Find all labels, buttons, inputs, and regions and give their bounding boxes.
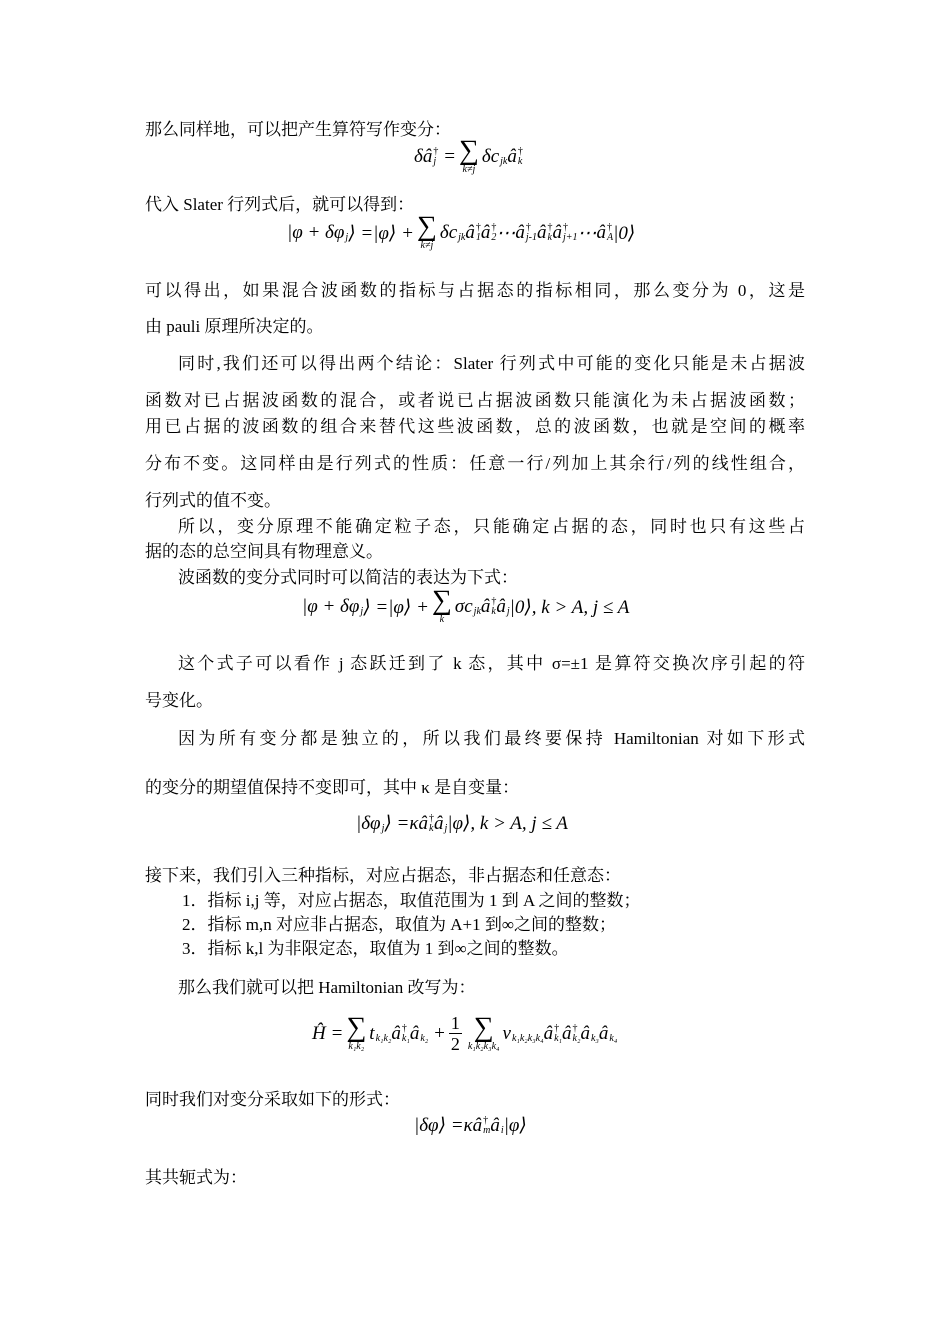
paragraph: 函数对已占据波函数的混合，或者说已占据波函数只能演化为未占据波函数； xyxy=(145,391,805,410)
term-base: â xyxy=(552,222,562,243)
equation-term xyxy=(596,222,613,244)
superscript: † xyxy=(554,1022,560,1034)
paragraph: 接下来，我们引入三种指标，对应占据态，非占据态和任意态： xyxy=(145,866,621,885)
scripts xyxy=(474,597,481,617)
equation-text: |φ + δφ xyxy=(302,596,360,617)
subscript: k₁ xyxy=(554,1032,563,1044)
superscript: † xyxy=(525,222,531,233)
equation-text: + xyxy=(428,1022,446,1044)
superscript: † xyxy=(572,1022,578,1034)
subscript: k₁k₂ xyxy=(375,1032,392,1044)
equation-term xyxy=(391,1023,409,1045)
equation-text: ⋯ xyxy=(577,222,597,244)
superscript xyxy=(512,1024,544,1034)
equation-slater-variation xyxy=(287,211,636,252)
scripts xyxy=(526,223,537,243)
equation-text: |φ⟩ xyxy=(503,1115,527,1136)
scripts xyxy=(554,1024,562,1044)
term-base: â xyxy=(596,222,606,243)
term-base: â xyxy=(598,1022,609,1044)
subscript: k xyxy=(491,606,496,617)
equation-term xyxy=(580,1023,598,1045)
term-base: â xyxy=(480,596,491,617)
sigma-glyph: ∑ xyxy=(473,1011,494,1043)
superscript: † xyxy=(491,596,497,607)
paragraph: 同时,我们还可以得出两个结论：Slater 行列式中可能的变化只能是未占据波 xyxy=(178,354,805,373)
equation-text: ⋯ xyxy=(496,222,516,244)
equation-text: |φ + δφ xyxy=(287,222,345,243)
paragraph: 同时我们对变分采取如下的形式： xyxy=(145,1090,400,1109)
superscript: † xyxy=(491,222,497,233)
paragraph: 波函数的变分式同时可以简洁的表达为下式： xyxy=(178,568,518,587)
subscript: k₁k₂k₃k₄ xyxy=(511,1032,544,1044)
subscript: 2 xyxy=(491,232,497,243)
equation-term xyxy=(455,596,481,618)
sigma-glyph: ∑ xyxy=(346,1011,367,1043)
numerator: 1 xyxy=(450,1013,460,1033)
term-base: â xyxy=(536,222,547,243)
paragraph: 的变分的期望值保持不变即可，其中 κ 是自变量： xyxy=(145,778,520,797)
equation-text: |δφ⟩ =κâ xyxy=(414,1115,483,1136)
scripts xyxy=(483,1116,490,1136)
equation-text: = xyxy=(438,146,456,167)
superscript: † xyxy=(547,222,553,233)
equation-term xyxy=(312,1023,326,1045)
paragraph: 由 pauli 原理所决定的。 xyxy=(145,317,324,336)
subscript: jk xyxy=(458,232,466,243)
term-base: δc xyxy=(481,146,500,167)
equation-text: = xyxy=(325,1022,344,1044)
subscript: k xyxy=(547,232,552,243)
scripts xyxy=(591,1024,599,1044)
equation-term xyxy=(481,222,497,244)
subscript: j xyxy=(381,822,385,834)
paragraph: 其共轭式为： xyxy=(145,1168,247,1187)
equation-term xyxy=(410,1023,428,1045)
subscript: k₄ xyxy=(609,1032,618,1044)
sigma-glyph: ∑ xyxy=(431,585,452,616)
list-item: 2．指标 m,n 对应非占据态，取值为 A+1 到∞之间的整数； xyxy=(182,915,616,934)
equation-term xyxy=(544,1023,562,1045)
equation-variation-form xyxy=(356,812,568,835)
paragraph: 这个式子可以看作 j 态跃迁到了 k 态，其中 σ=±1 是算符交换次序引起的符 xyxy=(178,654,805,673)
superscript: † xyxy=(428,812,434,824)
sigma-glyph: ∑ xyxy=(416,211,437,242)
equation-term xyxy=(369,1023,391,1045)
sum-index: k≠j xyxy=(420,240,434,251)
scripts xyxy=(512,1024,544,1044)
superscript xyxy=(591,1024,599,1034)
equation-text: |φ⟩, k > A, j ≤ A xyxy=(447,813,568,834)
paragraph: 用已占据的波函数的组合来替代这些波函数，总的波函数，也就是空间的概率 xyxy=(145,417,805,436)
term-base: σc xyxy=(454,596,473,617)
equation-wavefunction-variation xyxy=(302,585,630,626)
scripts xyxy=(376,1024,392,1044)
term-base: â xyxy=(507,146,517,167)
equation-term xyxy=(434,813,447,835)
equation-term xyxy=(496,596,509,618)
list-item: 3．指标 k,l 为非限定态，取值为 1 到∞之间的整数。 xyxy=(182,939,569,958)
subscript: k₃ xyxy=(590,1032,599,1044)
equation-text: ⟩ =|φ⟩ + xyxy=(363,596,429,618)
subscript: j+1 xyxy=(562,232,578,243)
superscript xyxy=(609,1024,617,1034)
subscript: k xyxy=(428,822,434,834)
equation-term xyxy=(507,146,523,168)
sigma-glyph: ∑ xyxy=(458,135,479,166)
scripts xyxy=(563,223,578,243)
equation-term xyxy=(465,222,481,244)
equation-creation-operator-variation xyxy=(414,135,523,176)
term-base: â xyxy=(543,1022,554,1044)
equation-term xyxy=(599,1023,617,1045)
term-base: â xyxy=(409,1022,420,1044)
superscript: † xyxy=(517,146,523,157)
subscript: k₂ xyxy=(420,1032,429,1044)
equation-text: |0⟩, k > A, j ≤ A xyxy=(509,596,630,618)
equation-term xyxy=(503,1023,544,1045)
paragraph: 号变化。 xyxy=(145,691,213,710)
term-base: δc xyxy=(439,222,458,243)
subscript: j xyxy=(345,232,349,243)
summation-symbol xyxy=(467,1011,500,1053)
sum-index: k≠j xyxy=(462,164,476,175)
term-base: â xyxy=(580,1022,590,1044)
summation-symbol xyxy=(431,585,452,626)
superscript: † xyxy=(433,146,439,157)
equation-text: |0⟩ xyxy=(613,222,636,244)
subscript: j xyxy=(433,156,437,167)
subscript: j-1 xyxy=(525,232,537,243)
paragraph: 那么我们就可以把 Hamiltonian 改写为： xyxy=(178,978,476,997)
term-base: â xyxy=(391,1022,401,1044)
equation-term xyxy=(482,146,507,168)
term-base: δâ xyxy=(414,146,433,167)
summation-symbol xyxy=(458,135,479,176)
subscript: A xyxy=(606,232,614,243)
superscript: † xyxy=(401,1022,407,1034)
subscript: k₂ xyxy=(572,1032,581,1044)
subscript: jk xyxy=(500,156,508,167)
sum-index: k xyxy=(439,614,445,625)
superscript: † xyxy=(483,1114,489,1126)
summation-symbol xyxy=(416,211,437,252)
term-base: â xyxy=(562,1022,572,1044)
subscript: i xyxy=(500,1124,504,1136)
subscript: k xyxy=(517,156,523,167)
paragraph: 那么同样地，可以把产生算符写作变分： xyxy=(145,120,451,139)
superscript: † xyxy=(562,222,568,233)
equation-term xyxy=(440,222,465,244)
subscript: j xyxy=(506,606,510,617)
subscript: 1 xyxy=(475,232,481,243)
sum-index: k₁k₂k₃k₄ xyxy=(467,1040,500,1052)
paragraph: 分布不变。这同样由是行列式的性质：任意一行/列加上其余行/列的线性组合， xyxy=(145,454,805,473)
term-base: t xyxy=(369,1022,375,1044)
equation-hamiltonian xyxy=(312,1013,617,1054)
equation-term xyxy=(482,1116,490,1136)
sum-index: k₁k₂ xyxy=(348,1040,365,1052)
scripts xyxy=(518,147,523,167)
paragraph: 可以得出，如果混合波函数的指标与占据态的指标相同，那么变分为 0，这是 xyxy=(145,281,805,300)
superscript xyxy=(420,1024,428,1034)
paragraph: 因为所有变分都是独立的，所以我们最终要保持 Hamiltonian 对如下形式 xyxy=(178,729,805,748)
paragraph: 代入 Slater 行列式后，就可以得到： xyxy=(145,195,415,214)
term-base: â xyxy=(480,222,491,243)
subscript: j xyxy=(444,822,448,834)
equation-term xyxy=(537,222,553,244)
fraction xyxy=(449,1013,462,1054)
superscript: † xyxy=(606,222,612,233)
term-base: â xyxy=(515,222,525,243)
subscript: k₁ xyxy=(401,1032,410,1044)
superscript: † xyxy=(475,222,481,233)
equation-text: ⟩ =|φ⟩ + xyxy=(348,222,414,244)
scripts xyxy=(500,147,507,167)
superscript xyxy=(376,1024,392,1034)
scripts xyxy=(420,1024,428,1044)
subscript: jk xyxy=(473,606,481,617)
scripts xyxy=(402,1024,410,1044)
denominator: 2 xyxy=(450,1034,460,1054)
term-base: â xyxy=(465,222,475,243)
scripts xyxy=(573,1024,581,1044)
equation-term xyxy=(490,1115,503,1137)
equation-term xyxy=(562,1023,580,1045)
equation-text: |δφ xyxy=(356,812,381,834)
summation-symbol xyxy=(346,1011,367,1053)
scripts xyxy=(458,223,465,243)
equation-text: ⟩ =κâ xyxy=(384,813,428,834)
paragraph: 行列式的值不变。 xyxy=(145,491,281,510)
subscript: m xyxy=(483,1124,491,1136)
term-base: Ĥ xyxy=(312,1022,326,1044)
subscript: j xyxy=(360,606,364,617)
paragraph: 所以，变分原理不能确定粒子态，只能确定占据的态，同时也只有这些占 xyxy=(178,517,805,536)
scripts xyxy=(609,1024,617,1044)
term-base: â xyxy=(433,812,444,834)
term-base: â xyxy=(490,1114,500,1136)
paragraph: 据的态的总空间具有物理意义。 xyxy=(145,542,383,561)
list-item: 1．指标 i,j 等，对应占据态，取值范围为 1 到 A 之间的整数； xyxy=(182,891,641,910)
equation-term xyxy=(414,146,438,168)
equation-term xyxy=(515,222,537,244)
term-base: v xyxy=(502,1022,511,1044)
equation-term xyxy=(481,596,497,618)
equation-variation-mi xyxy=(414,1114,527,1137)
equation-term xyxy=(552,222,577,244)
term-base: â xyxy=(496,596,506,617)
